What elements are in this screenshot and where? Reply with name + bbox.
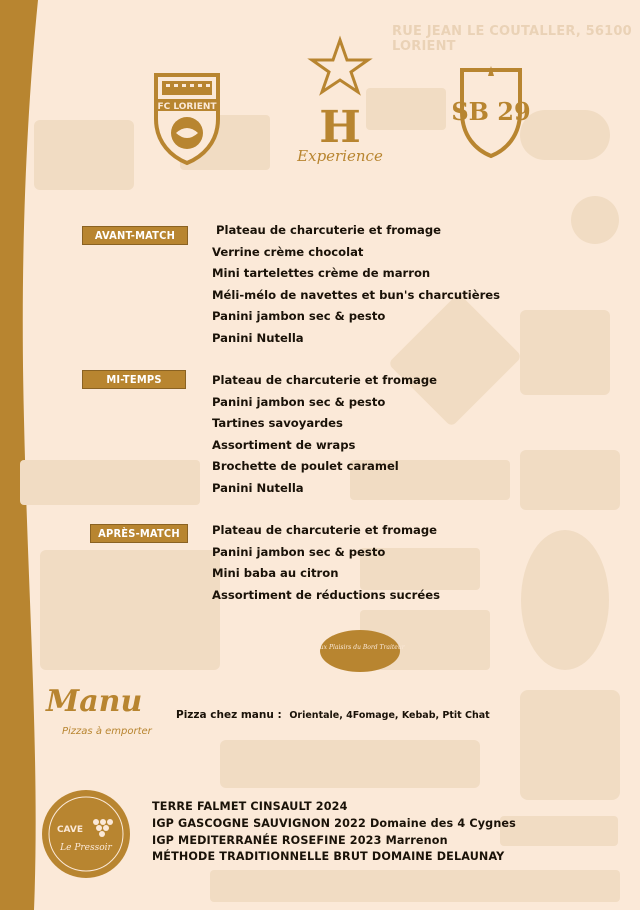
pizza-label: Pizza chez manu : [176,709,282,721]
fc-lorient-text: FC LORIENT [157,102,217,112]
h-experience-logo [290,38,390,168]
wine-item: IGP GASCOGNE SAUVIGNON 2022 Domaine des 4 Cygnes [152,816,516,830]
section-label-mi-temps: MI-TEMPS [82,370,186,389]
sb29-text: SB 29 [451,97,531,126]
address-text: RUE JEAN LE COUTALLER, 56100 LORIENT [392,24,632,54]
wine-item: IGP MEDITERRANÉE ROSEFINE 2023 Marrenon [152,833,448,847]
pizza-line [176,709,490,721]
menu-item: Mini baba au citron [212,566,339,581]
wine-item: TERRE FALMET CINSAULT 2024 [152,800,348,813]
menu-item: Panini jambon sec & pesto [212,394,386,409]
h-letter: H [319,102,361,153]
menu-item: Assortiment de wraps [212,437,356,452]
menu-item: Mini tartelettes crème de marron [212,266,431,281]
menu-item: Plateau de charcuterie et fromage [212,373,438,387]
menu-item: Assortiment de réductions sucrées [212,587,440,602]
section-items-apres-match [212,520,440,606]
menu-item: Panini Nutella [212,480,304,495]
pizza-options: Orientale, 4Fomage, Kebab, Ptit Chat [289,710,490,721]
section-items-mi-temps [212,370,437,500]
manu-logo-tagline: Pizzas à emporter [62,726,152,737]
menu-item: Plateau de charcuterie et fromage [216,223,442,237]
menu-item: Brochette de poulet caramel [212,459,399,474]
menu-item: Panini jambon sec & pesto [212,544,386,559]
cave-text: CAVE [56,825,84,835]
menu-item: Tartines savoyardes [212,416,343,431]
menu-item: Plateau de charcuterie et fromage [212,523,438,537]
menu-item: Verrine crème chocolat [212,244,364,259]
wine-list [152,799,516,866]
manu-logo-name: Manu [46,684,143,719]
section-items-avant-match [212,220,501,350]
section-label-apres-match: APRÈS-MATCH [90,524,188,543]
section-label-avant-match: AVANT-MATCH [82,226,188,245]
menu-item: Panini jambon sec & pesto [212,309,386,324]
traiteur-oval-logo [315,628,405,674]
menu-item: Panini Nutella [212,330,304,345]
sb29-crest-logo [451,62,531,158]
experience-text: Experience [297,147,383,165]
fc-lorient-crest-logo [152,62,222,172]
cave-le-pressoir-logo [40,788,132,880]
le-pressoir-text: Le Pressoir [60,843,112,853]
wine-item: MÉTHODE TRADITIONNELLE BRUT DOMAINE DELAUNAY [152,850,505,864]
menu-item: Méli-mélo de navettes et bun's charcutières [212,287,501,302]
traiteur-logo-text: Aux Plaisirs du Bord Traiteur [315,644,405,651]
